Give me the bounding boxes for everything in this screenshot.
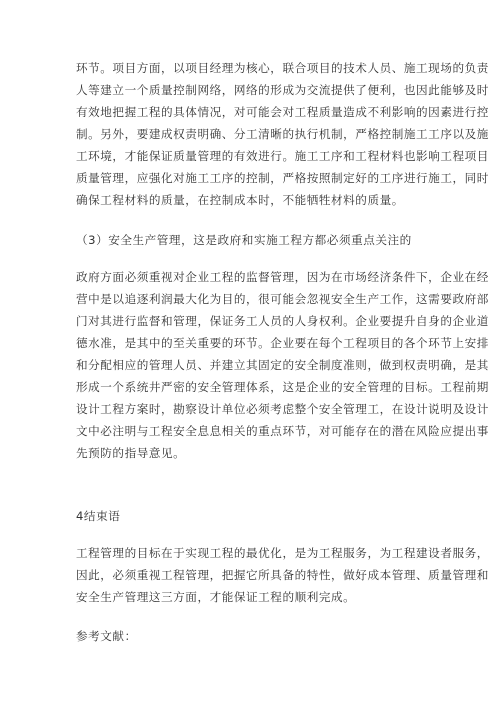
text-line: 质量管理，应强化对施工工序的控制，严格按照制定好的工序进行施工，同时 (76, 171, 489, 185)
section-heading-conclusion (76, 505, 424, 527)
paragraph-conclusion (76, 542, 489, 608)
section-heading: 4结束语 (76, 509, 121, 523)
section-heading-safety (76, 229, 424, 251)
text-line: 工环境，才能保证质量管理的有效进行。施工工序和工程材料也影响工程项目 (76, 149, 489, 163)
paragraph-quality-control (76, 57, 489, 211)
text-line: 有效地把握工程的具体情况，对可能会对工程质量造成不利影响的因素进行控 (76, 105, 489, 119)
text-line: 确保工程材料的质量，在控制成本时，不能牺牲材料的质量。 (76, 193, 404, 207)
references-section (76, 625, 424, 647)
text-line: 因此，必须重视工程管理，把握它所具备的特性，做好成本管理、质量管理和 (76, 568, 489, 582)
text-line: 制。另外，要建成权责明确、分工清晰的执行机制，严格控制施工工序以及施 (76, 127, 489, 141)
text-line: 形成一个系统井严密的安全管理体系，这是企业的安全管理的目标。工程前期 (76, 380, 489, 394)
text-line: 工程管理的目标在于实现工程的最优化，是为工程服务，为工程建设者服务， (76, 546, 489, 560)
text-line: 门对其进行监督和管理，保证务工人员的人身权利。企业要提升自身的企业道 (76, 314, 489, 328)
text-line: 安全生产管理这三方面，才能保证工程的顺利完成。 (76, 590, 356, 604)
text-line: 设计工程方案时，勘察设计单位必须考虑整个安全管理工，在设计说明及设计 (76, 402, 489, 416)
references-label: 参考文献： (76, 629, 137, 643)
section-heading: （3）安全生产管理，这是政府和实施工程方都必须重点关注的 (76, 233, 412, 247)
text-line: 文中必注明与工程安全息息相关的重点环节，对可能存在的潜在风险应提出事 (76, 424, 489, 438)
text-line: 先预防的指导意见。 (76, 446, 186, 460)
text-line: 政府方面必须重视对企业工程的监督管理，因为在市场经济条件下，企业在经 (76, 270, 489, 284)
text-line: 环节。项目方面，以项目经理为核心，联合项目的技术人员、施工现场的负责 (76, 61, 489, 75)
text-line: 营中是以追逐利润最大化为目的，很可能会忽视安全生产工作，这需要政府部 (76, 292, 489, 306)
text-line: 德水准，是其中的至关重要的环节。企业要在每个工程项目的各个环节上安排 (76, 336, 489, 350)
text-line: 和分配相应的管理人员、并建立其固定的安全制度准则，做到权责明确，是其 (76, 358, 489, 372)
paragraph-safety-management (76, 266, 489, 464)
text-line: 人等建立一个质量控制网络，网络的形成为交流提供了便利，也因此能够及时 (76, 83, 489, 97)
